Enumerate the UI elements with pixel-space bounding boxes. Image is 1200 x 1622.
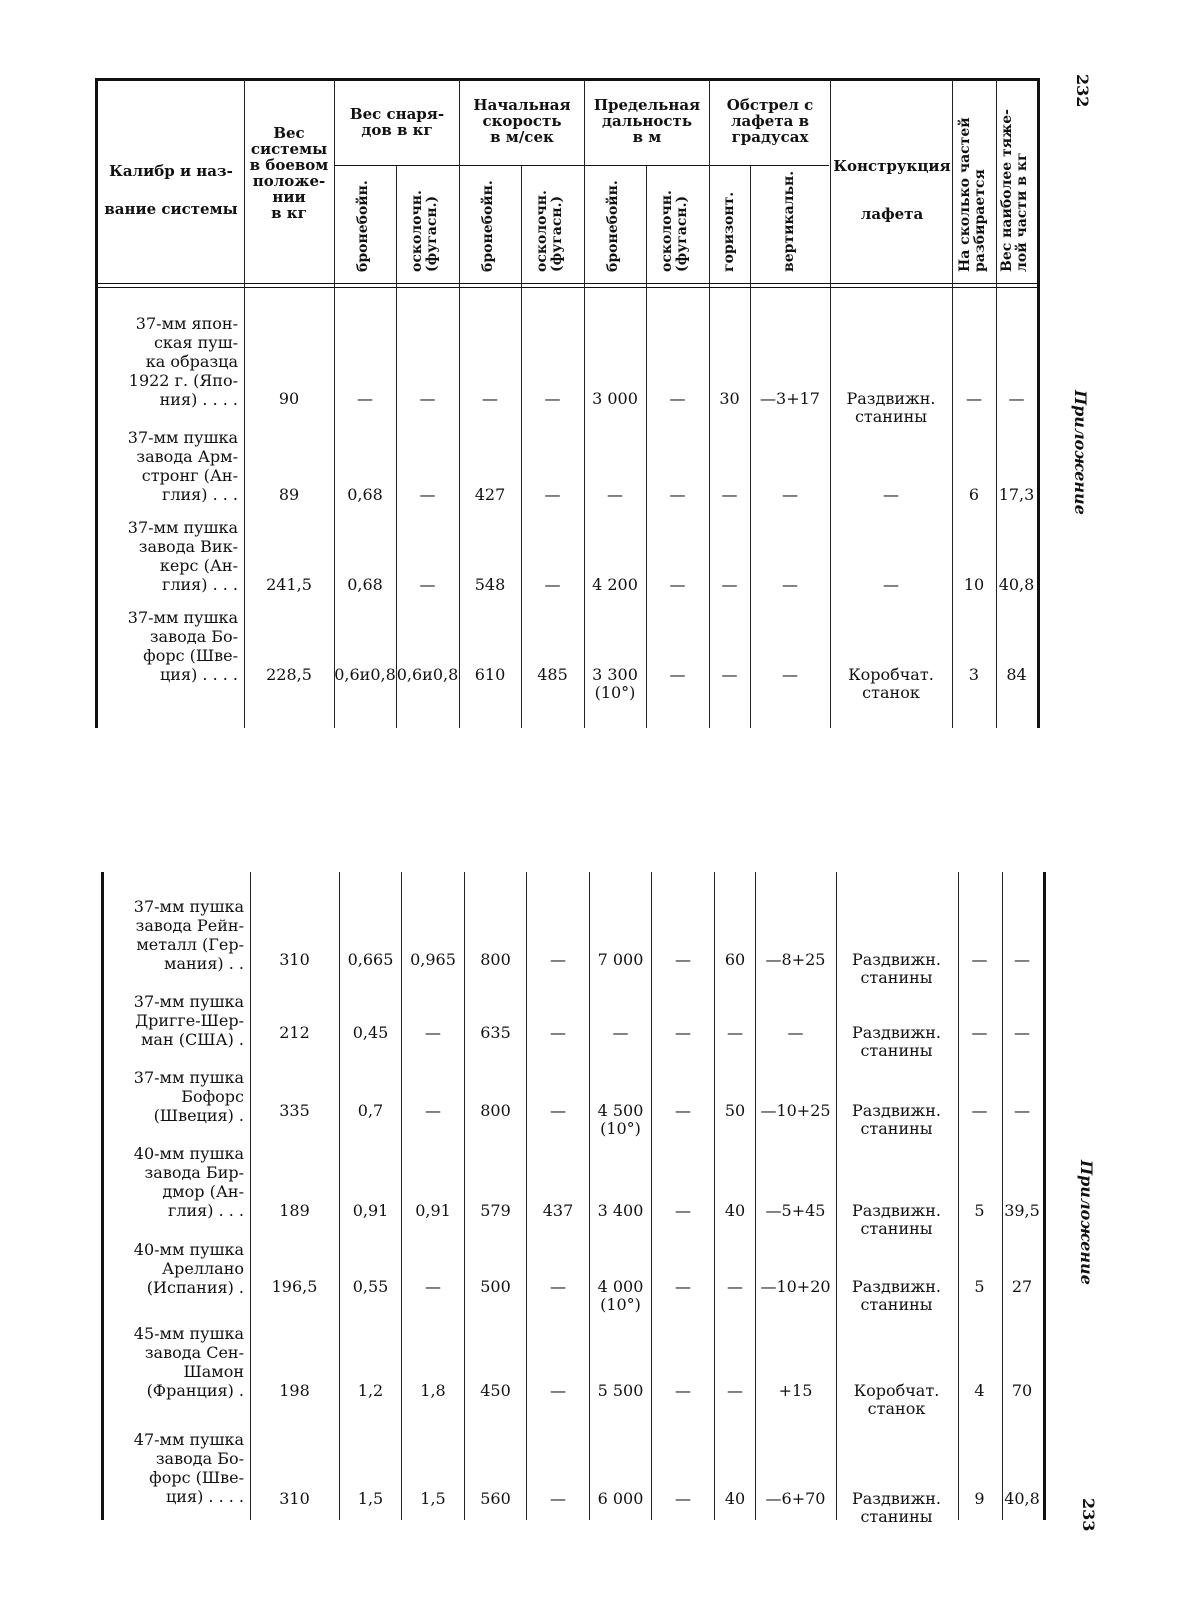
cell-v: —3+17 bbox=[760, 389, 820, 408]
table-top-border bbox=[96, 78, 1040, 81]
cell-parts: 4 bbox=[974, 1381, 985, 1400]
cell-ap-v: 500 bbox=[480, 1277, 511, 1296]
cell-weight: 310 bbox=[279, 950, 310, 969]
header-shell-weight: Вес снаря- дов в кг bbox=[349, 105, 445, 139]
cell-he-w: — bbox=[419, 485, 436, 504]
cell-he-v: — bbox=[544, 485, 561, 504]
cell-parts: 3 bbox=[968, 665, 980, 684]
header-horizontal: горизонт. bbox=[721, 191, 737, 272]
cell-he-v: — bbox=[544, 389, 561, 408]
cell-h: — bbox=[727, 1381, 743, 1400]
gun-name: 40-мм пушка завода Бир- дмор (Ан- глия) . . . bbox=[133, 1144, 244, 1220]
cell-v: — bbox=[782, 485, 798, 504]
cell-v: —10+25 bbox=[760, 1101, 831, 1120]
cell-ap-w: 0,6и0,8 bbox=[334, 665, 396, 684]
cell-ap-r: 6 000 bbox=[597, 1489, 644, 1508]
cell-car: — bbox=[883, 575, 899, 594]
cell-h: 40 bbox=[724, 1201, 746, 1220]
cell-he-v: — bbox=[550, 1101, 566, 1120]
cell-car: Раздвижн. станины bbox=[851, 1489, 942, 1526]
header-ap-weight: бронебойн. bbox=[355, 180, 371, 272]
cell-h: — bbox=[727, 1023, 743, 1042]
cell-heavy: — bbox=[1014, 1023, 1030, 1042]
page-number-bottom: 233 bbox=[1079, 1498, 1098, 1532]
cell-ap-w: 0,7 bbox=[357, 1101, 384, 1120]
header-parts: На сколько частей разбирается bbox=[957, 117, 988, 272]
cell-ap-v: 560 bbox=[480, 1489, 511, 1508]
cell-ap-w: 0,665 bbox=[347, 950, 394, 969]
cell-car: Раздвижн. станины bbox=[851, 1023, 942, 1060]
cell-car: — bbox=[883, 485, 899, 504]
cell-parts: 10 bbox=[963, 575, 985, 594]
side-header-top: Приложение bbox=[1071, 390, 1090, 515]
header-muzzle-velocity: Начальная скорость в м/сек bbox=[473, 96, 571, 146]
cell-h: — bbox=[721, 575, 738, 594]
cell-h: 50 bbox=[724, 1101, 746, 1120]
cell-ap-v: — bbox=[482, 389, 498, 408]
gun-name: 37-мм пушка Дригге-Шер- ман (США) . bbox=[133, 992, 244, 1049]
cell-car: Коробчат. станок bbox=[848, 665, 934, 702]
cell-he-w: 1,5 bbox=[420, 1489, 446, 1508]
cell-weight: 212 bbox=[279, 1023, 310, 1042]
cell-he-w: 0,91 bbox=[415, 1201, 451, 1220]
gun-name: 37-мм пушка завода Вик- керс (Ан- глия) . . . bbox=[127, 518, 238, 594]
cell-car: Коробчат. станок bbox=[853, 1381, 940, 1418]
cell-heavy: — bbox=[1008, 389, 1025, 408]
cell-weight: 335 bbox=[279, 1101, 310, 1120]
gun-name: 37-мм пушка Бофорс (Швеция) . bbox=[133, 1068, 244, 1125]
cell-ap-w: 0,91 bbox=[352, 1201, 389, 1220]
cell-ap-v: 579 bbox=[480, 1201, 511, 1220]
cell-he-r: — bbox=[675, 1101, 691, 1120]
header-vertical: вертикальн. bbox=[781, 170, 797, 272]
cell-he-r: — bbox=[669, 389, 686, 408]
cell-parts: 6 bbox=[968, 485, 980, 504]
cell-ap-r: — bbox=[612, 1023, 629, 1042]
header-carriage: Конструкция лафета bbox=[833, 157, 951, 223]
cell-v: — bbox=[787, 1023, 804, 1042]
cell-heavy: 27 bbox=[1011, 1277, 1033, 1296]
cell-ap-r: 3 300 (10°) bbox=[592, 665, 638, 702]
cell-ap-w: 0,68 bbox=[347, 485, 383, 504]
cell-weight: 196,5 bbox=[271, 1277, 318, 1296]
cell-weight: 189 bbox=[279, 1201, 310, 1220]
cell-ap-w: 0,45 bbox=[352, 1023, 389, 1042]
cell-parts: — bbox=[971, 1023, 988, 1042]
cell-he-w: — bbox=[425, 1101, 441, 1120]
cell-ap-v: 610 bbox=[474, 665, 506, 684]
cell-he-r: — bbox=[675, 1277, 691, 1296]
cell-he-r: — bbox=[675, 1023, 691, 1042]
header-traverse: Обстрел с лафета в градусах bbox=[726, 96, 814, 146]
gun-name: 37-мм пушка завода Арм- стронг (Ан- глия) . . . bbox=[127, 428, 238, 504]
cell-weight: 89 bbox=[278, 485, 300, 504]
cell-h: 40 bbox=[724, 1489, 746, 1508]
cell-heavy: 40,8 bbox=[1004, 1489, 1040, 1508]
cell-heavy: 70 bbox=[1011, 1381, 1033, 1400]
header-max-range: Предельная дальность в м bbox=[593, 96, 701, 146]
cell-h: — bbox=[721, 485, 738, 504]
cell-weight: 198 bbox=[279, 1381, 310, 1400]
gun-name: 47-мм пушка завода Бо- форс (Шве- ция) . . . . bbox=[133, 1430, 244, 1506]
cell-car: Раздвижн. станины bbox=[851, 1201, 942, 1238]
cell-he-v: 437 bbox=[542, 1201, 574, 1220]
cell-he-w: — bbox=[419, 389, 436, 408]
gun-name: 37-мм япон- ская пуш- ка образца 1922 г. (Япо- ния) . . . . bbox=[128, 314, 238, 409]
cell-car: Раздвижн. станины bbox=[851, 1101, 942, 1138]
cell-v: — bbox=[782, 575, 798, 594]
header-ap-velocity: бронебойн. bbox=[480, 180, 496, 272]
header-name: Калибр и наз- вание системы bbox=[104, 162, 238, 218]
cell-ap-v: 800 bbox=[480, 950, 511, 969]
header-he-velocity: осколочн. (фугасн.) bbox=[534, 190, 565, 272]
cell-car: Раздвижн. станины bbox=[846, 389, 936, 426]
cell-car: Раздвижн. станины bbox=[851, 1277, 942, 1314]
cell-heavy: 40,8 bbox=[998, 575, 1035, 594]
cell-ap-w: — bbox=[357, 389, 373, 408]
cell-he-w: — bbox=[425, 1023, 441, 1042]
gun-name: 45-мм пушка завода Сен- Шамон (Франция) . bbox=[133, 1324, 244, 1400]
cell-heavy: 84 bbox=[1006, 665, 1027, 684]
cell-he-v: — bbox=[550, 1023, 566, 1042]
cell-parts: — bbox=[971, 1101, 988, 1120]
cell-ap-r: 4 000 (10°) bbox=[597, 1277, 644, 1314]
cell-weight: 241,5 bbox=[266, 575, 312, 594]
cell-v: — bbox=[782, 665, 798, 684]
side-header-bottom: Приложение bbox=[1077, 1160, 1096, 1285]
cell-he-r: — bbox=[675, 1489, 691, 1508]
header-weight: Вес системы в боевом положе- нии в кг bbox=[249, 124, 329, 222]
cell-he-w: — bbox=[425, 1277, 441, 1296]
cell-parts: 5 bbox=[974, 1201, 985, 1220]
cell-parts: — bbox=[966, 389, 982, 408]
cell-weight: 310 bbox=[279, 1489, 310, 1508]
cell-he-r: — bbox=[675, 1381, 691, 1400]
cell-h: — bbox=[721, 665, 738, 684]
cell-ap-r: 5 500 bbox=[597, 1381, 644, 1400]
cell-he-r: — bbox=[669, 575, 686, 594]
cell-ap-w: 1,5 bbox=[357, 1489, 384, 1508]
cell-weight: 90 bbox=[278, 389, 300, 408]
header-heaviest: Вес наиболее тяже- лой части в кг bbox=[999, 109, 1030, 272]
cell-ap-v: 450 bbox=[480, 1381, 511, 1400]
cell-parts: 5 bbox=[974, 1277, 985, 1296]
cell-ap-r: — bbox=[607, 485, 623, 504]
gun-name: 37-мм пушка завода Рейн- металл (Гер- мания) . . bbox=[133, 897, 244, 973]
cell-v: —10+20 bbox=[760, 1277, 831, 1296]
cell-he-v: 485 bbox=[537, 665, 568, 684]
cell-ap-r: 4 200 bbox=[592, 575, 638, 594]
cell-he-w: 0,965 bbox=[410, 950, 456, 969]
cell-ap-w: 0,68 bbox=[347, 575, 383, 594]
cell-parts: 9 bbox=[974, 1489, 985, 1508]
cell-h: 60 bbox=[724, 950, 746, 969]
cell-v: —5+45 bbox=[765, 1201, 826, 1220]
cell-ap-r: 3 400 bbox=[597, 1201, 644, 1220]
cell-ap-r: 4 500 (10°) bbox=[597, 1101, 644, 1138]
cell-ap-r: 3 000 bbox=[592, 389, 638, 408]
cell-heavy: — bbox=[1014, 950, 1030, 969]
cell-he-v: — bbox=[550, 1381, 566, 1400]
cell-weight: 228,5 bbox=[266, 665, 312, 684]
cell-he-r: — bbox=[675, 950, 691, 969]
gun-name: 40-мм пушка Ареллано (Испания) . bbox=[133, 1240, 244, 1297]
header-he-weight: осколочн. (фугасн.) bbox=[409, 190, 440, 272]
cell-ap-v: 548 bbox=[474, 575, 506, 594]
cell-h: — bbox=[727, 1277, 743, 1296]
cell-v: —8+25 bbox=[765, 950, 826, 969]
cell-h: 30 bbox=[719, 389, 740, 408]
page-number-top: 232 bbox=[1073, 74, 1092, 108]
cell-ap-v: 800 bbox=[480, 1101, 511, 1120]
cell-he-w: — bbox=[419, 575, 436, 594]
gun-name: 37-мм пушка завода Бо- форс (Шве- ция) . . . . bbox=[127, 608, 238, 684]
cell-heavy: 39,5 bbox=[1004, 1201, 1040, 1220]
cell-heavy: 17,3 bbox=[998, 485, 1035, 504]
cell-he-r: — bbox=[675, 1201, 691, 1220]
cell-ap-v: 427 bbox=[474, 485, 506, 504]
cell-he-v: — bbox=[550, 1277, 566, 1296]
cell-ap-r: 7 000 bbox=[597, 950, 644, 969]
cell-he-w: 1,8 bbox=[420, 1381, 446, 1400]
cell-car: Раздвижн. станины bbox=[851, 950, 942, 987]
cell-he-v: — bbox=[550, 1489, 566, 1508]
header-he-range: осколочн. (фугасн.) bbox=[659, 190, 690, 272]
cell-v: —6+70 bbox=[765, 1489, 826, 1508]
header-ap-range: бронебойн. bbox=[605, 180, 621, 272]
cell-ap-v: 635 bbox=[480, 1023, 511, 1042]
cell-parts: — bbox=[971, 950, 988, 969]
cell-he-w: 0,6и0,8 bbox=[396, 665, 459, 684]
cell-v: +15 bbox=[778, 1381, 813, 1400]
cell-ap-w: 0,55 bbox=[352, 1277, 389, 1296]
cell-heavy: — bbox=[1014, 1101, 1030, 1120]
cell-he-r: — bbox=[669, 665, 686, 684]
cell-he-r: — bbox=[669, 485, 686, 504]
cell-ap-w: 1,2 bbox=[357, 1381, 384, 1400]
cell-he-v: — bbox=[550, 950, 566, 969]
cell-he-v: — bbox=[544, 575, 561, 594]
